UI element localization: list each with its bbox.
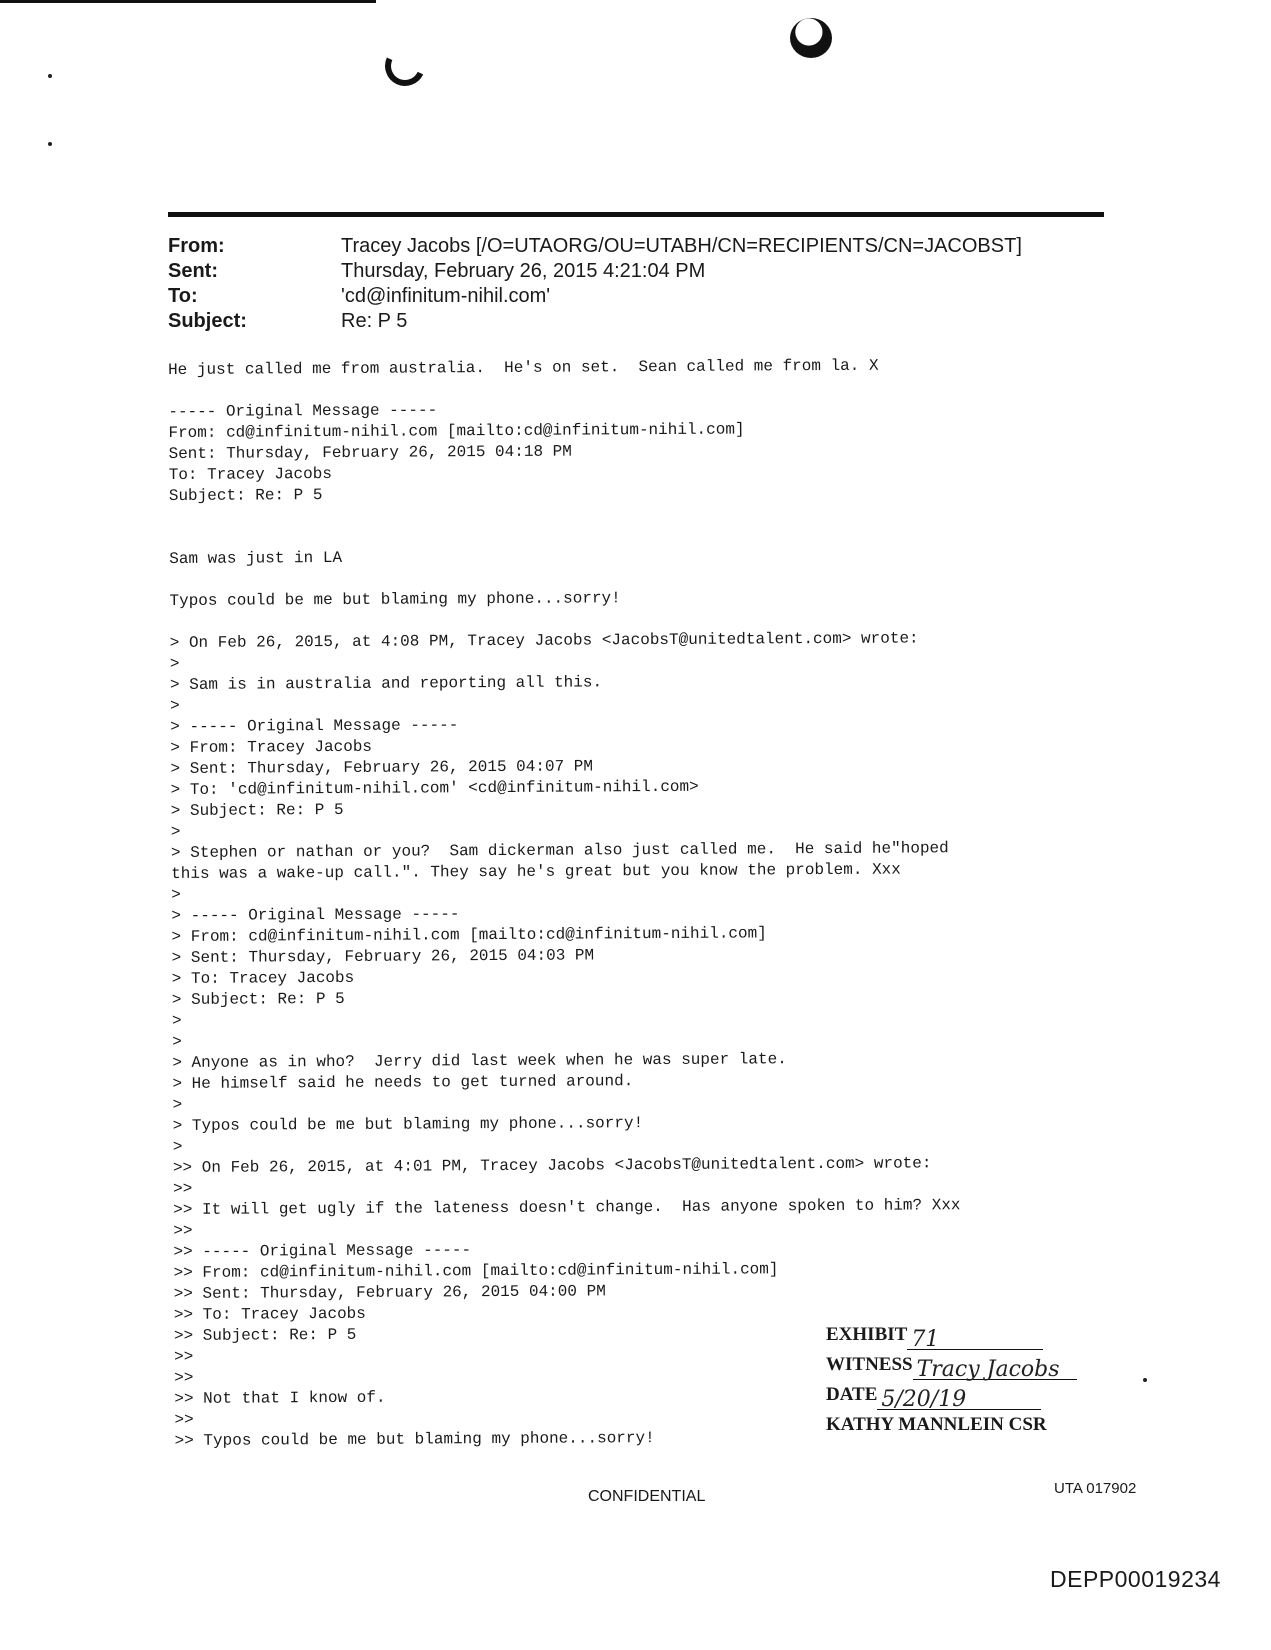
body-line: >> ----- Original Message ----- (173, 1241, 472, 1261)
body-line: > From: Tracey Jacobs (170, 737, 373, 757)
body-line: > From: cd@infinitum-nihil.com [mailto:cd@infinitum-nihil.com] (171, 924, 767, 946)
body-line: Typos could be me but blaming my phone...sorry! (169, 589, 621, 610)
subject-value: Re: P 5 (341, 310, 408, 332)
body-line: > Sam is in australia and reporting all this. (169, 673, 603, 694)
body-line: To: Tracey Jacobs (168, 465, 332, 484)
subject-row (168, 309, 1022, 334)
to-label: To: (168, 285, 198, 307)
exhibit-sticker (826, 1320, 1077, 1440)
body-line: >> Not that I know of. (174, 1388, 386, 1408)
date-label: DATE (826, 1384, 878, 1405)
body-line: >> (174, 1368, 194, 1387)
body-line: > Sent: Thursday, February 26, 2015 04:07 PM (170, 757, 594, 778)
body-line: >> (174, 1347, 194, 1366)
body-line: >> On Feb 26, 2015, at 4:01 PM, Tracey Jacobs <JacobsT@unitedtalent.com> wrote: (172, 1154, 932, 1177)
body-line: >> It will get ugly if the lateness doesn't change. Has anyone spoken to him? Xxx (173, 1196, 961, 1219)
body-line: > (170, 696, 180, 715)
body-line: > On Feb 26, 2015, at 4:08 PM, Tracey Jacobs <JacobsT@unitedtalent.com> wrote: (169, 629, 919, 652)
body-line: Subject: Re: P 5 (168, 486, 323, 505)
reporter-row (826, 1410, 1077, 1440)
body-line: >> (174, 1410, 194, 1429)
bates-number: DEPP00019234 (1050, 1566, 1221, 1592)
sent-value: Thursday, February 26, 2015 4:21:04 PM (341, 260, 706, 282)
punch-hole-mark (379, 40, 430, 91)
body-line: > (169, 654, 180, 673)
witness-row (826, 1350, 1077, 1380)
from-value: Tracey Jacobs [/O=UTAORG/OU=UTABH/CN=RECIPIENTS/CN=JACOBST] (341, 235, 1022, 257)
body-line: this was a wake-up call.". They say he's great but you know the problem. Xxx (171, 860, 901, 883)
body-line: > Sent: Thursday, February 26, 2015 04:03 PM (171, 946, 595, 967)
body-line: > (171, 1011, 182, 1030)
body-line: >> Typos could be me but blaming my phone...sorry! (174, 1429, 655, 1450)
scan-speck (48, 142, 52, 146)
to-row (168, 284, 1022, 309)
body-line: >> Sent: Thursday, February 26, 2015 04:00 PM (173, 1282, 606, 1303)
body-line: > To: 'cd@infinitum-nihil.com' <cd@infinitum-nihil.com> (170, 777, 699, 799)
from-label: From: (168, 235, 225, 257)
body-line: He just called me from australia. He's on set. Sean called me from la. X (168, 356, 879, 379)
witness-signature: Tracy Jacobs (913, 1355, 1077, 1380)
body-line: > To: Tracey Jacobs (171, 968, 355, 988)
body-line: > Subject: Re: P 5 (171, 989, 345, 1009)
date-value: 5/20/19 (877, 1385, 1041, 1410)
body-line: >> (173, 1179, 193, 1198)
exhibit-row (826, 1320, 1077, 1350)
email-body (168, 354, 1115, 1452)
body-line: Sent: Thursday, February 26, 2015 04:18 PM (168, 442, 572, 463)
body-line: > Typos could be me but blaming my phone...sorry! (172, 1114, 644, 1135)
scan-speck (1143, 1378, 1147, 1382)
date-row (826, 1380, 1077, 1410)
subject-label: Subject: (168, 310, 247, 332)
body-line: > ----- Original Message ----- (171, 905, 460, 925)
body-line: > (172, 1137, 183, 1156)
body-line: From: cd@infinitum-nihil.com [mailto:cd@infinitum-nihil.com] (168, 420, 745, 442)
scan-speck (48, 74, 52, 78)
from-row (168, 234, 1022, 259)
sent-row (168, 259, 1022, 284)
email-header (168, 234, 1022, 334)
body-line: ----- Original Message ----- (168, 401, 438, 421)
punch-hole-mark (790, 18, 832, 58)
body-line: >> Subject: Re: P 5 (173, 1325, 357, 1345)
body-line: > ----- Original Message ----- (170, 716, 459, 736)
sent-label: Sent: (168, 260, 218, 282)
body-line: >> To: Tracey Jacobs (173, 1304, 366, 1324)
top-edge-rule (0, 0, 376, 3)
court-reporter: KATHY MANNLEIN CSR (826, 1414, 1047, 1435)
body-line: > Stephen or nathan or you? Sam dickerman also just called me. He said he"hoped (170, 839, 949, 862)
witness-label: WITNESS (826, 1354, 913, 1375)
exhibit-number: 71 (907, 1325, 1043, 1350)
body-line: >> (173, 1221, 193, 1240)
body-line: > Subject: Re: P 5 (170, 800, 344, 820)
body-line: > (172, 1095, 183, 1114)
body-line: > (172, 1032, 182, 1051)
body-line: > Anyone as in who? Jerry did last week when he was super late. (172, 1050, 787, 1072)
to-value: 'cd@infinitum-nihil.com' (341, 285, 551, 307)
body-line: > He himself said he needs to get turned around. (172, 1072, 634, 1093)
uta-document-number: UTA 017902 (1054, 1480, 1137, 1497)
body-line: > (171, 885, 181, 904)
body-line: >> From: cd@infinitum-nihil.com [mailto:cd@infinitum-nihil.com] (173, 1260, 779, 1282)
exhibit-label: EXHIBIT (826, 1324, 908, 1345)
email-header-rule (168, 212, 1104, 217)
body-line: Sam was just in LA (169, 548, 343, 568)
body-line: > (170, 822, 181, 841)
confidential-label: CONFIDENTIAL (588, 1488, 706, 1505)
